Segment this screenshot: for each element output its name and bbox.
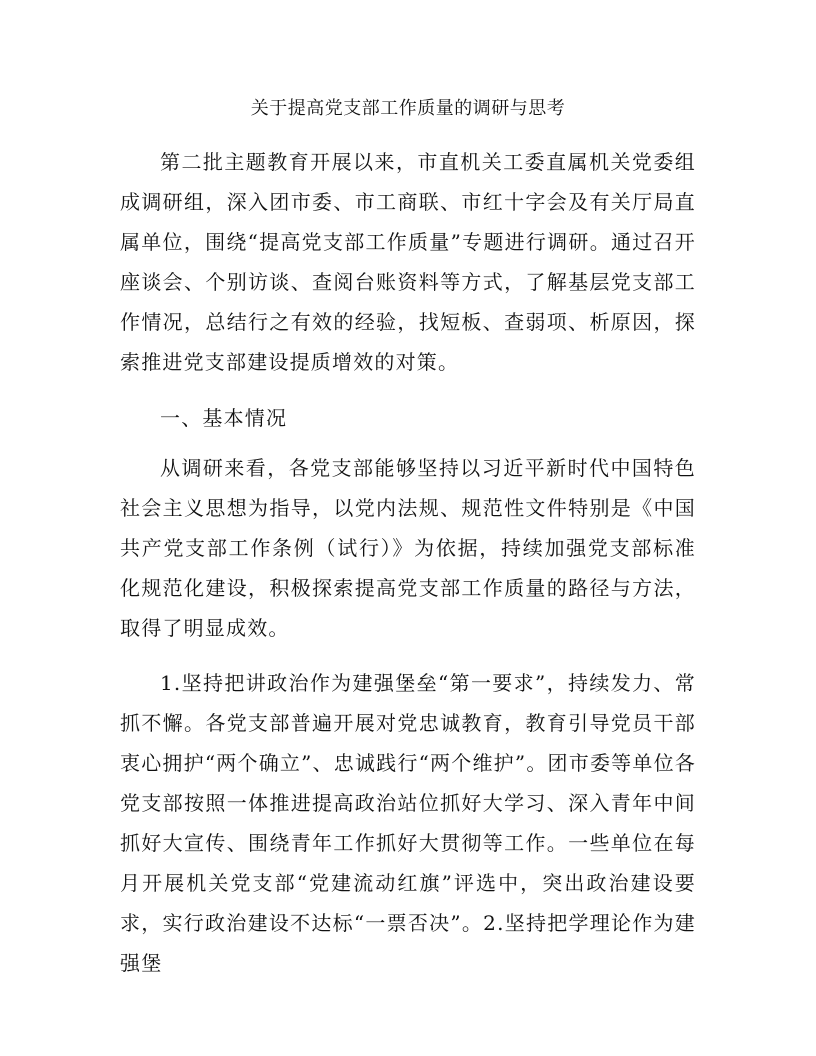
document-title: 关于提高党支部工作质量的调研与思考 bbox=[250, 98, 566, 119]
paragraph-point-one: 1.坚持把讲政治作为建强堡垒“第一要求”，持续发力、常抓不懈。各党支部普遍开展对党忠诚教育，教育引导党员干部衷心拥护“两个确立”、忠诚践行“两个维护”。团市委等单位各党支部按照一体推进提高政治站位抓好大学习、深入青年中间抓好大宣传、围绕青年工作抓好大贯彻等工作。一些单位在每月开展机关党支部“党建流动红旗”评选中，突出政治建设要求，实行政治建设不达标“一票否决”。2.坚持把学理论作为建强堡 bbox=[120, 671, 696, 975]
section-heading-basic-situation: 一、基本情况 bbox=[160, 406, 288, 430]
paragraph-intro: 第二批主题教育开展以来，市直机关工委直属机关党委组成调研组，深入团市委、市工商联、市红十字会及有关厅局直属单位，围绕“提高党支部工作质量”专题进行调研。通过召开座谈会、个别访谈、查阅台账资料等方式，了解基层党支部工作情况，总结行之有效的经验，找短板、查弱项、析原因，探索推进党支部建设提质增效的对策。 bbox=[120, 150, 696, 374]
paragraph-basic-situation: 从调研来看，各党支部能够坚持以习近平新时代中国特色社会主义思想为指导，以党内法规、规范性文件特别是《中国共产党支部工作条例（试行）》为依据，持续加强党支部标准化规范化建设，积极探索提高党支部工作质量的路径与方法，取得了明显成效。 bbox=[120, 456, 696, 640]
